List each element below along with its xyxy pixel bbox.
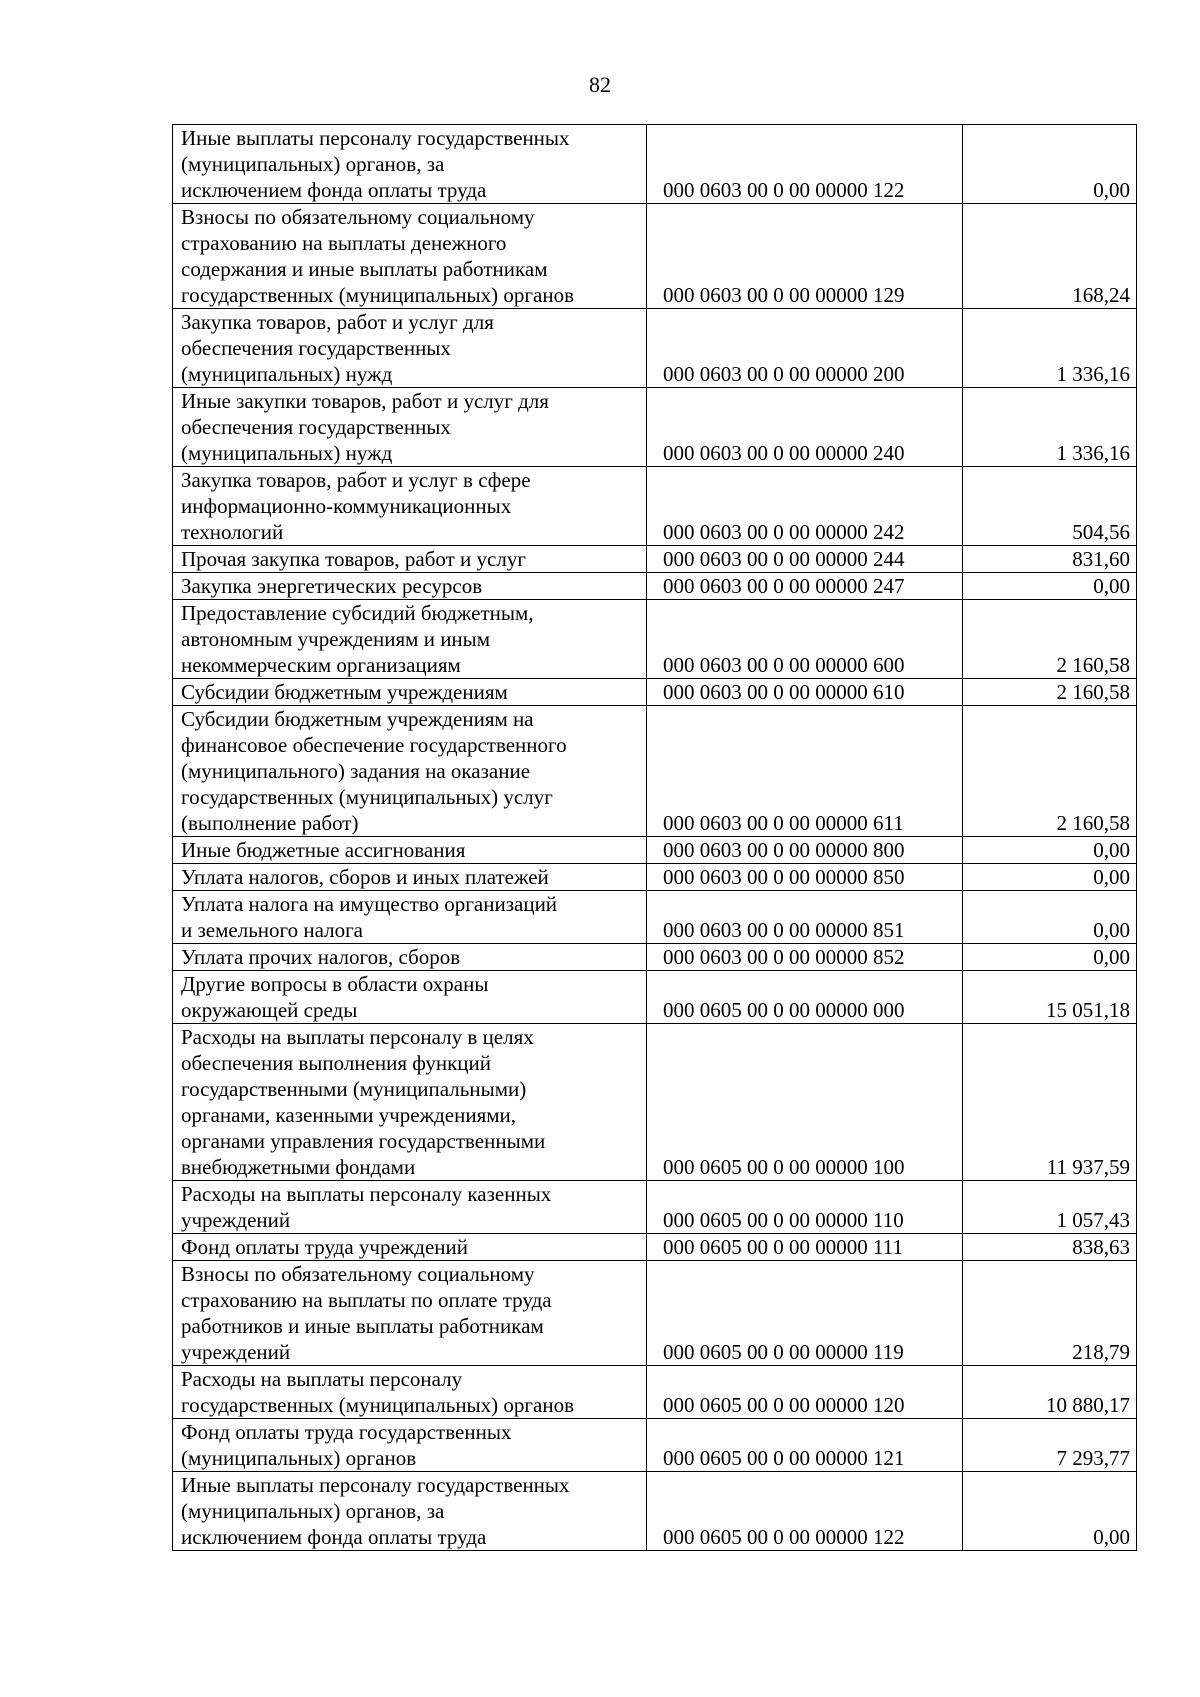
row-code: 000 0603 00 0 00 00000 200 [647, 309, 963, 388]
row-value: 0,00 [963, 573, 1137, 600]
table-row [173, 706, 1137, 837]
row-name: Взносы по обязательному социальному страхованию на выплаты денежного содержания и иные выплаты работникам государственных (муниципальных) органов [173, 204, 647, 309]
row-name: Фонд оплаты труда учреждений [173, 1234, 647, 1261]
row-code: 000 0603 00 0 00 00000 129 [647, 204, 963, 309]
row-name: Уплата прочих налогов, сборов [173, 944, 647, 971]
row-code: 000 0603 00 0 00 00000 611 [647, 706, 963, 837]
row-code: 000 0603 00 0 00 00000 600 [647, 600, 963, 679]
row-value: 838,63 [963, 1234, 1137, 1261]
row-value: 0,00 [963, 864, 1137, 891]
row-name: Уплата налога на имущество организаций и земельного налога [173, 891, 647, 944]
budget-table [172, 124, 1137, 1551]
row-value: 1 336,16 [963, 388, 1137, 467]
table-row [173, 573, 1137, 600]
table-row [173, 1261, 1137, 1366]
row-name: Субсидии бюджетным учреждениям [173, 679, 647, 706]
row-name: Расходы на выплаты персоналу государственных (муниципальных) органов [173, 1366, 647, 1419]
row-name: Прочая закупка товаров, работ и услуг [173, 546, 647, 573]
row-value: 504,56 [963, 467, 1137, 546]
row-code: 000 0603 00 0 00 00000 610 [647, 679, 963, 706]
row-value: 0,00 [963, 837, 1137, 864]
row-value: 0,00 [963, 891, 1137, 944]
row-code: 000 0603 00 0 00 00000 244 [647, 546, 963, 573]
table-row [173, 204, 1137, 309]
row-value: 2 160,58 [963, 706, 1137, 837]
table-row [173, 1024, 1137, 1181]
table-row [173, 388, 1137, 467]
row-name: Фонд оплаты труда государственных (муниципальных) органов [173, 1419, 647, 1472]
row-value: 0,00 [963, 125, 1137, 204]
row-value: 10 880,17 [963, 1366, 1137, 1419]
row-code: 000 0603 00 0 00 00000 242 [647, 467, 963, 546]
table-row [173, 1472, 1137, 1551]
row-value: 831,60 [963, 546, 1137, 573]
budget-table-body [173, 125, 1137, 1551]
row-value: 168,24 [963, 204, 1137, 309]
row-name: Предоставление субсидий бюджетным, автономным учреждениям и иным некоммерческим организациям [173, 600, 647, 679]
row-value: 15 051,18 [963, 971, 1137, 1024]
row-name: Взносы по обязательному социальному страхованию на выплаты по оплате труда работников и иные выплаты работникам учреждений [173, 1261, 647, 1366]
row-code: 000 0605 00 0 00 00000 121 [647, 1419, 963, 1472]
table-row [173, 891, 1137, 944]
row-value: 2 160,58 [963, 600, 1137, 679]
row-name: Расходы на выплаты персоналу в целях обеспечения выполнения функций государственными (муниципальными) органами, казенными учреждениями, органами управления государственными внебюджетными фондами [173, 1024, 647, 1181]
table-row [173, 944, 1137, 971]
row-code: 000 0605 00 0 00 00000 110 [647, 1181, 963, 1234]
row-code: 000 0603 00 0 00 00000 800 [647, 837, 963, 864]
row-name: Уплата налогов, сборов и иных платежей [173, 864, 647, 891]
row-value: 218,79 [963, 1261, 1137, 1366]
row-code: 000 0605 00 0 00 00000 111 [647, 1234, 963, 1261]
row-code: 000 0603 00 0 00 00000 247 [647, 573, 963, 600]
row-value: 0,00 [963, 944, 1137, 971]
row-name: Иные выплаты персоналу государственных (муниципальных) органов, за исключением фонда оплаты труда [173, 1472, 647, 1551]
row-value: 11 937,59 [963, 1024, 1137, 1181]
row-name: Закупка товаров, работ и услуг для обеспечения государственных (муниципальных) нужд [173, 309, 647, 388]
table-row [173, 600, 1137, 679]
row-name: Другие вопросы в области охраны окружающей среды [173, 971, 647, 1024]
row-code: 000 0605 00 0 00 00000 119 [647, 1261, 963, 1366]
table-row [173, 1181, 1137, 1234]
table-row [173, 125, 1137, 204]
row-value: 2 160,58 [963, 679, 1137, 706]
table-row [173, 971, 1137, 1024]
row-code: 000 0605 00 0 00 00000 120 [647, 1366, 963, 1419]
row-name: Иные выплаты персоналу государственных (муниципальных) органов, за исключением фонда оплаты труда [173, 125, 647, 204]
row-code: 000 0605 00 0 00 00000 000 [647, 971, 963, 1024]
table-row [173, 467, 1137, 546]
row-name: Закупка товаров, работ и услуг в сфере информационно-коммуникационных технологий [173, 467, 647, 546]
row-code: 000 0603 00 0 00 00000 240 [647, 388, 963, 467]
table-row [173, 837, 1137, 864]
row-code: 000 0603 00 0 00 00000 122 [647, 125, 963, 204]
table-row [173, 309, 1137, 388]
table-row [173, 1366, 1137, 1419]
row-value: 1 057,43 [963, 1181, 1137, 1234]
table-row [173, 864, 1137, 891]
row-name: Расходы на выплаты персоналу казенных учреждений [173, 1181, 647, 1234]
row-code: 000 0605 00 0 00 00000 122 [647, 1472, 963, 1551]
table-row [173, 1234, 1137, 1261]
row-code: 000 0603 00 0 00 00000 850 [647, 864, 963, 891]
row-code: 000 0603 00 0 00 00000 851 [647, 891, 963, 944]
row-value: 0,00 [963, 1472, 1137, 1551]
row-value: 7 293,77 [963, 1419, 1137, 1472]
row-code: 000 0603 00 0 00 00000 852 [647, 944, 963, 971]
row-name: Субсидии бюджетным учреждениям на финансовое обеспечение государственного (муниципального) задания на оказание государственных (муниципальных) услуг (выполнение работ) [173, 706, 647, 837]
row-code: 000 0605 00 0 00 00000 100 [647, 1024, 963, 1181]
table-row [173, 546, 1137, 573]
table-row [173, 679, 1137, 706]
page-number: 82 [589, 72, 611, 97]
row-name: Иные закупки товаров, работ и услуг для обеспечения государственных (муниципальных) нужд [173, 388, 647, 467]
row-name: Закупка энергетических ресурсов [173, 573, 647, 600]
row-value: 1 336,16 [963, 309, 1137, 388]
row-name: Иные бюджетные ассигнования [173, 837, 647, 864]
table-row [173, 1419, 1137, 1472]
